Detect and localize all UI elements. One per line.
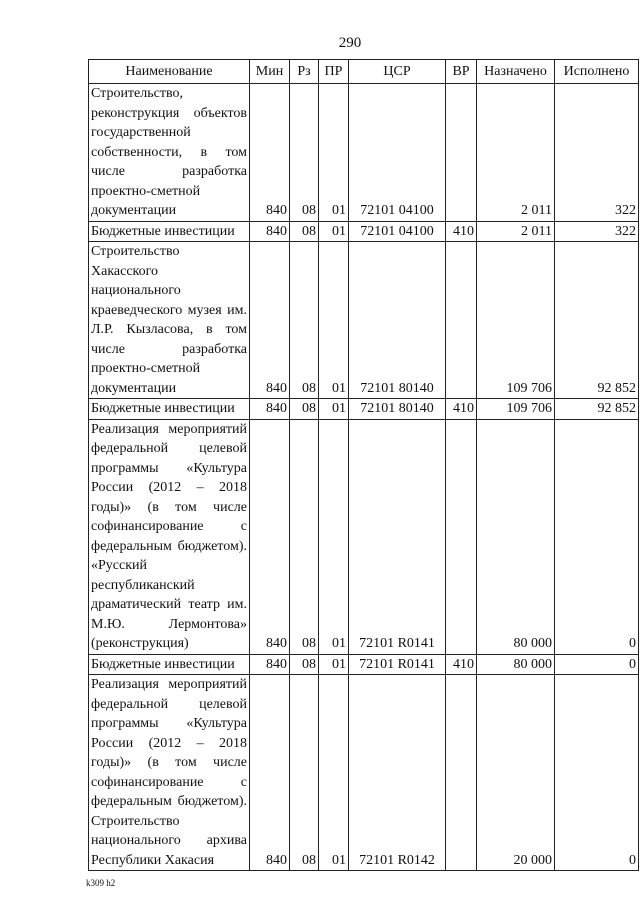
row-csr: 72101 80140 <box>349 242 446 399</box>
row-pr: 01 <box>319 221 349 242</box>
header-pr: ПР <box>319 60 349 84</box>
table-row <box>89 242 639 399</box>
row-assigned: 2 011 <box>477 84 555 222</box>
header-min: Мин <box>250 60 290 84</box>
row-name: Строительство Хакасского национального краеведческого музея им. Л.Р. Кызласова, в том числе разработка проектно-сметной документации <box>89 242 250 399</box>
table-row <box>89 419 639 654</box>
row-csr: 72101 R0141 <box>349 654 446 675</box>
row-min: 840 <box>250 242 290 399</box>
row-rz: 08 <box>290 419 319 654</box>
row-assigned: 2 011 <box>477 221 555 242</box>
row-csr: 72101 80140 <box>349 399 446 420</box>
row-pr: 01 <box>319 419 349 654</box>
row-executed: 0 <box>555 419 639 654</box>
row-executed: 0 <box>555 675 639 871</box>
header-assigned: Назначено <box>477 60 555 84</box>
row-executed: 92 852 <box>555 399 639 420</box>
row-min: 840 <box>250 221 290 242</box>
header-executed: Исполнено <box>555 60 639 84</box>
row-pr: 01 <box>319 399 349 420</box>
budget-table <box>88 59 639 871</box>
row-min: 840 <box>250 399 290 420</box>
row-executed: 92 852 <box>555 242 639 399</box>
row-min: 840 <box>250 84 290 222</box>
row-name: Реализация мероприятий федеральной целевой программы «Культура России (2012 – 2018 годы)» (в том числе софинансирование с федеральным бюджетом). Строительство национального архива Республики Хакасия <box>89 675 250 871</box>
header-rz: Рз <box>290 60 319 84</box>
row-name: Бюджетные инвестиции <box>89 654 250 675</box>
row-rz: 08 <box>290 84 319 222</box>
row-rz: 08 <box>290 242 319 399</box>
table-row <box>89 654 639 675</box>
row-assigned: 109 706 <box>477 399 555 420</box>
row-csr: 72101 04100 <box>349 84 446 222</box>
row-pr: 01 <box>319 654 349 675</box>
table-row <box>89 221 639 242</box>
row-vr <box>446 675 477 871</box>
row-csr: 72101 R0142 <box>349 675 446 871</box>
row-executed: 0 <box>555 654 639 675</box>
row-pr: 01 <box>319 242 349 399</box>
row-csr: 72101 04100 <box>349 221 446 242</box>
row-min: 840 <box>250 419 290 654</box>
row-rz: 08 <box>290 221 319 242</box>
row-pr: 01 <box>319 84 349 222</box>
row-rz: 08 <box>290 654 319 675</box>
header-name: Наименование <box>89 60 250 84</box>
row-vr <box>446 419 477 654</box>
row-csr: 72101 R0141 <box>349 419 446 654</box>
footer-code: k309 h2 <box>86 878 116 888</box>
row-assigned: 20 000 <box>477 675 555 871</box>
row-name: Реализация мероприятий федеральной целевой программы «Культура России (2012 – 2018 годы)» (в том числе софинансирование с федеральным бюджетом). «Русский республиканский драматический театр им. М.Ю. Лермонтова» (реконструкция) <box>89 419 250 654</box>
header-vr: ВР <box>446 60 477 84</box>
row-executed: 322 <box>555 221 639 242</box>
row-rz: 08 <box>290 675 319 871</box>
row-min: 840 <box>250 675 290 871</box>
row-rz: 08 <box>290 399 319 420</box>
page-number: 290 <box>338 35 362 51</box>
row-vr <box>446 242 477 399</box>
row-name: Бюджетные инвестиции <box>89 399 250 420</box>
header-csr: ЦСР <box>349 60 446 84</box>
row-executed: 322 <box>555 84 639 222</box>
row-min: 840 <box>250 654 290 675</box>
row-assigned: 109 706 <box>477 242 555 399</box>
row-vr: 410 <box>446 221 477 242</box>
table-row <box>89 675 639 871</box>
row-name: Строительство, реконструкция объектов государственной собственности, в том числе разработка проектно-сметной документации <box>89 84 250 222</box>
row-vr: 410 <box>446 399 477 420</box>
row-pr: 01 <box>319 675 349 871</box>
table-row <box>89 84 639 222</box>
row-vr: 410 <box>446 654 477 675</box>
row-assigned: 80 000 <box>477 654 555 675</box>
row-vr <box>446 84 477 222</box>
table-row <box>89 399 639 420</box>
row-name: Бюджетные инвестиции <box>89 221 250 242</box>
row-assigned: 80 000 <box>477 419 555 654</box>
table-header-row <box>89 60 639 84</box>
